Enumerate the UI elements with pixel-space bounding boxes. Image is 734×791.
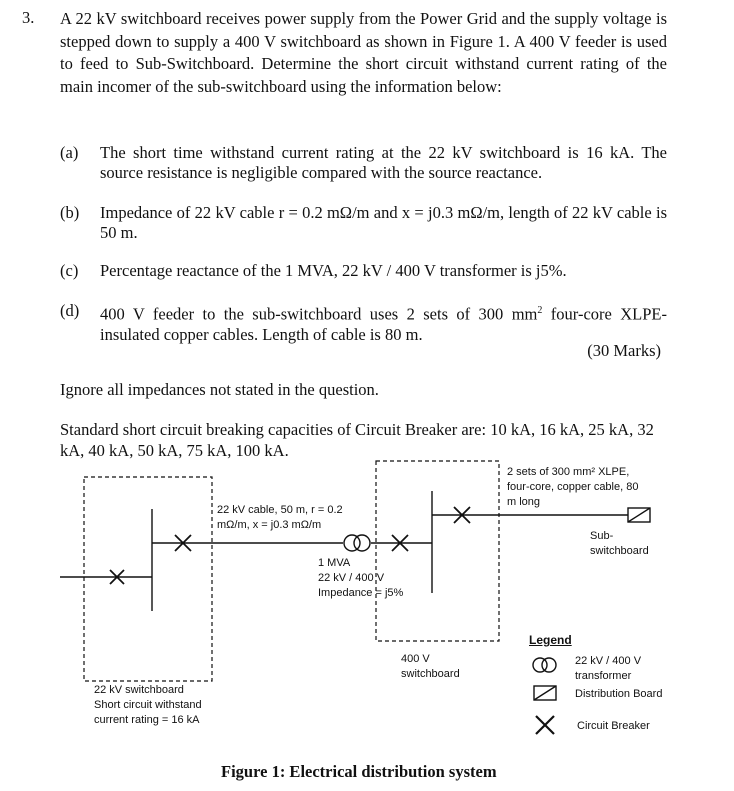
legend-circuit-breaker-label: Circuit Breaker [577,720,650,732]
switchboard-22kv-box [84,477,212,681]
item-label: (c) [60,261,79,280]
ignore-note: Ignore all impedances not stated in the question. [60,380,379,399]
marks-label: (30 Marks) [587,341,661,360]
legend-title: Legend [529,633,572,647]
item-text: Percentage reactance of the 1 MVA, 22 kV / 400 V transformer is j5%. [100,261,567,280]
legend-circuit-breaker-icon [536,716,554,734]
transformer-icon [344,535,370,551]
item-label: (a) [60,143,79,162]
feeder-label: 2 sets of 300 mm² XLPE, four-core, copper cable, 80 m long [507,466,639,508]
item-text: Impedance of 22 kV cable r = 0.2 mΩ/m and x = j0.3 mΩ/m, length of 22 kV cable is 50 m. [100,203,667,242]
switchboard-22kv-rating: Short circuit withstand current rating = 16 kA [94,699,202,726]
legend-distribution-board-label: Distribution Board [575,688,663,700]
legend-transformer-icon [533,658,556,672]
item-text-before: 400 V feeder to the sub-switchboard uses 2 sets of 300 mm [100,304,538,324]
sub-switchboard-label: Sub-switchboard [590,530,649,557]
item-superscript: 2 [537,305,543,316]
question-number: 3. [22,8,35,27]
cable-22kv-label: 22 kV cable, 50 m, r = 0.2 mΩ/m, x = j0.3 mΩ/m [217,504,343,531]
question-intro: A 22 kV switchboard receives power supply from the Power Grid and the supply voltage is stepped down to supply a 400 V switchboard as shown in Figure 1. A 400 V feeder is used to feed to Sub-Switchboard. Determine the short circuit withstand current rating of the main incomer of the sub-switchboard using the information below: [60,9,667,96]
legend-transformer-label: 22 kV / 400 V transformer [575,655,642,682]
item-text-after: four-core XLPE-insulated copper cables. Length of cable is 80 m. [100,304,667,344]
switchboard-400v-label: 400 V switchboard [401,653,460,680]
switchboard-22kv-label: 22 kV switchboard [94,684,184,696]
transformer-voltage-label: 22 kV / 400 V [318,572,385,584]
switchboard-400v-box [376,461,499,641]
sub-switchboard-icon [628,508,650,522]
legend-distribution-board-icon [534,686,556,700]
transformer-rating-label: 1 MVA [318,557,351,569]
item-label: (b) [60,203,80,222]
transformer-impedance-label: Impedance = j5% [318,587,404,599]
item-text: The short time withstand current rating at the 22 kV switchboard is 16 kA. The source resistance is negligible compared with the source reactance. [100,143,667,182]
figure-caption: Figure 1: Electrical distribution system [221,762,497,781]
item-label: (d) [60,301,80,320]
standard-note: Standard short circuit breaking capacities of Circuit Breaker are: 10 kA, 16 kA, 25 kA, 32 kA, 40 kA, 50 kA, 75 kA, 100 kA. [60,420,654,460]
